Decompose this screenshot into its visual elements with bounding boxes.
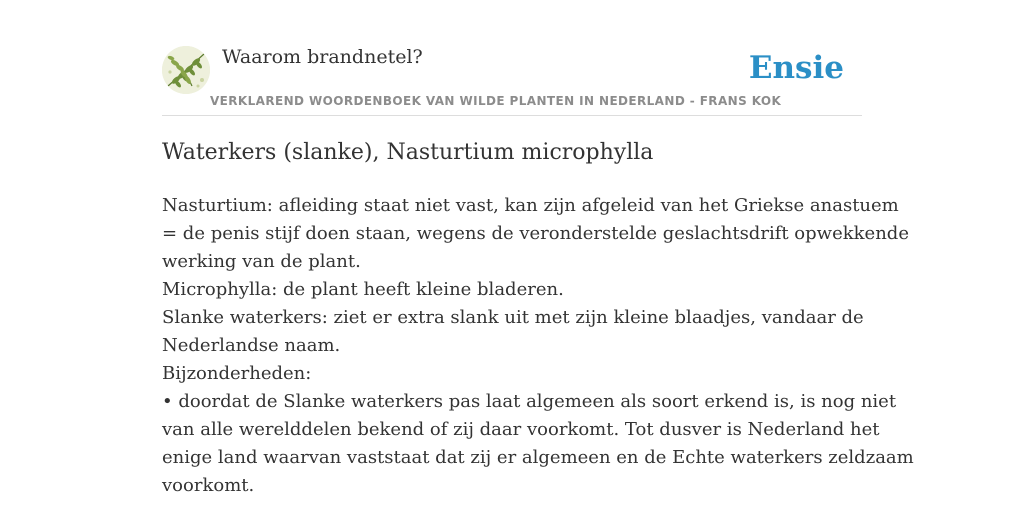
body-line: Nasturtium: afleiding staat niet vast, kan zijn afgeleid van het Griekse anastuem: [162, 195, 899, 216]
question-link[interactable]: Waarom brandnetel?: [222, 46, 423, 68]
page-header: [162, 44, 862, 116]
body-line: Slanke waterkers: ziet er extra slank uit met zijn kleine blaadjes, vandaar de: [162, 307, 864, 328]
article-body: [162, 192, 914, 500]
body-line: = de penis stijf doen staan, wegens de veronderstelde geslachtsdrift opwekkende: [162, 223, 909, 244]
body-line: werking van de plant.: [162, 251, 361, 272]
body-line: voorkomt.: [162, 475, 255, 496]
body-line: enige land waarvan vaststaat dat zij er algemeen en de Echte waterkers zeldzaam: [162, 447, 914, 468]
source-title[interactable]: VERKLAREND WOORDENBOEK VAN WILDE PLANTEN IN NEDERLAND - FRANS KOK: [210, 94, 782, 108]
body-line: Nederlandse naam.: [162, 335, 341, 356]
body-line: van alle werelddelen bekend of zij daar voorkomt. Tot dusver is Nederland het: [162, 419, 880, 440]
body-line: • doordat de Slanke waterkers pas laat algemeen als soort erkend is, is nog niet: [162, 391, 897, 412]
body-line: Microphylla: de plant heeft kleine bladeren.: [162, 279, 564, 300]
article-title: Waterkers (slanke), Nasturtium microphylla: [162, 140, 654, 165]
brand-logo[interactable]: Ensie: [748, 50, 844, 86]
plant-leaves-icon[interactable]: [162, 46, 210, 94]
body-line: Bijzonderheden:: [162, 363, 312, 384]
